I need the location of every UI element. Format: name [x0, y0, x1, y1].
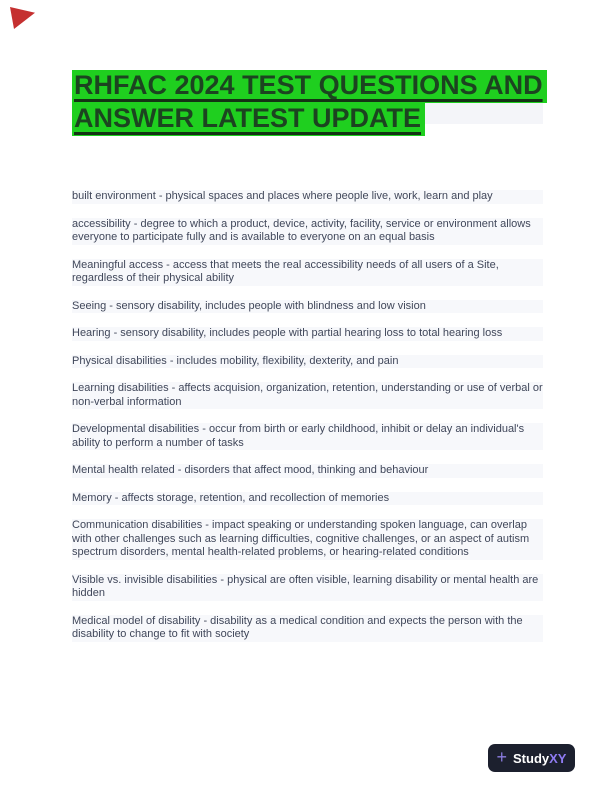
definition-paragraph: Learning disabilities - affects acquision, organization, retention, understanding or use of verbal or non-verbal information [72, 382, 543, 408]
definitions-list [72, 190, 543, 656]
definition-paragraph: Communication disabilities - impact speaking or understanding spoken language, can overlap with other challenges such as learning difficulties, cognitive challenges, or an aspect of autism spectrum disorders, mental health-related problems, or hearing-related conditions [72, 519, 543, 560]
document-title-block [72, 70, 543, 136]
definition-paragraph: Meaningful access - access that meets the real accessibility needs of all users of a Site, regardless of their physical ability [72, 259, 543, 286]
logo-text-xy: XY [549, 750, 567, 766]
definition-paragraph: built environment - physical spaces and places where people live, work, learn and play [72, 190, 543, 204]
plus-icon: + [496, 747, 508, 767]
page-title-line-1: RHFAC 2024 TEST QUESTIONS AND [72, 70, 547, 103]
definition-paragraph: Seeing - sensory disability, includes people with blindness and low vision [72, 300, 543, 314]
definition-paragraph: Physical disabilities - includes mobility, flexibility, dexterity, and pain [72, 355, 543, 369]
page-title [72, 70, 543, 136]
logo-text-study: Study [513, 750, 550, 766]
definition-paragraph: Developmental disabilities - occur from birth or early childhood, inhibit or delay an individual's ability to perform a number of tasks [72, 423, 543, 450]
definition-paragraph: Hearing - sensory disability, includes people with partial hearing loss to total hearing loss [72, 327, 543, 341]
definition-paragraph: Memory - affects storage, retention, and recollection of memories [72, 492, 543, 506]
definition-paragraph: accessibility - degree to which a product, device, activity, facility, service or environment allows everyone to participate fully and is available to everyone on an equal basis [72, 218, 543, 245]
definition-paragraph: Visible vs. invisible disabilities - physical are often visible, learning disability or mental health are hidden [72, 574, 543, 601]
red-corner-mark-icon [10, 7, 35, 29]
definition-paragraph: Mental health related - disorders that affect mood, thinking and behaviour [72, 464, 543, 478]
definition-paragraph: Medical model of disability - disability as a medical condition and expects the person with the disability to change to fit with society [72, 615, 543, 642]
studyxy-logo-badge[interactable] [488, 744, 575, 772]
page-title-line-2: ANSWER LATEST UPDATE [72, 103, 425, 136]
